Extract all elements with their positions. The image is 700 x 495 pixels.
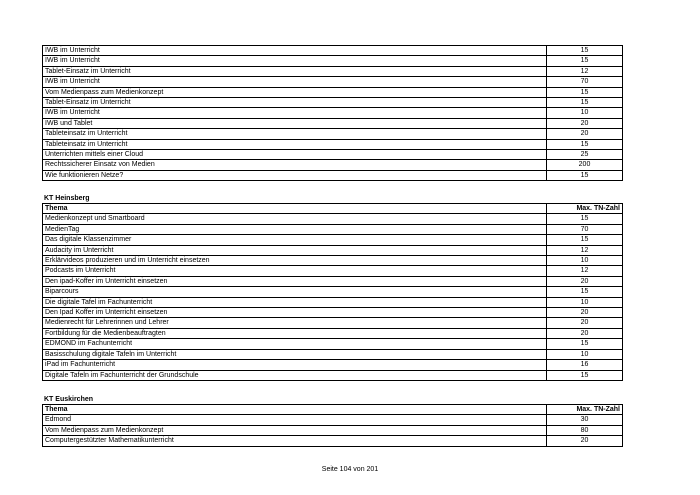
table-row bbox=[43, 77, 623, 87]
cell-max-tn: 15 bbox=[547, 139, 623, 149]
cell-max-tn: 15 bbox=[547, 87, 623, 97]
table-header-row bbox=[43, 405, 623, 415]
cell-max-tn: 70 bbox=[547, 77, 623, 87]
cell-thema: IWB und Tablet bbox=[43, 118, 547, 128]
table-row bbox=[43, 98, 623, 108]
table-row bbox=[43, 139, 623, 149]
cell-max-tn: 20 bbox=[547, 276, 623, 286]
table-row bbox=[43, 287, 623, 297]
table-header-row bbox=[43, 204, 623, 214]
table-euskirchen bbox=[42, 404, 623, 447]
cell-thema: iPad im Fachunterricht bbox=[43, 360, 547, 370]
table-row bbox=[43, 349, 623, 359]
table-row bbox=[43, 170, 623, 180]
cell-thema: Tablet-Einsatz im Unterricht bbox=[43, 66, 547, 76]
cell-thema: Edmond bbox=[43, 415, 547, 425]
table-heinsberg-body bbox=[43, 204, 623, 381]
table-row bbox=[43, 360, 623, 370]
table-row bbox=[43, 245, 623, 255]
cell-max-tn: 25 bbox=[547, 150, 623, 160]
table-row bbox=[43, 235, 623, 245]
cell-max-tn: 15 bbox=[547, 370, 623, 380]
table-row bbox=[43, 318, 623, 328]
table-row bbox=[43, 87, 623, 97]
cell-thema: Medienkonzept und Smartboard bbox=[43, 214, 547, 224]
cell-max-tn: 10 bbox=[547, 297, 623, 307]
cell-max-tn: 15 bbox=[547, 170, 623, 180]
cell-max-tn: 10 bbox=[547, 108, 623, 118]
cell-thema: Audacity im Unterricht bbox=[43, 245, 547, 255]
cell-thema: IWB im Unterricht bbox=[43, 46, 547, 56]
cell-max-tn: 20 bbox=[547, 118, 623, 128]
table-euskirchen-body bbox=[43, 405, 623, 447]
cell-thema: Erklärvideos produzieren und im Unterricht einsetzen bbox=[43, 256, 547, 266]
cell-max-tn: 15 bbox=[547, 46, 623, 56]
table-row bbox=[43, 308, 623, 318]
table-continued bbox=[42, 45, 623, 181]
cell-thema: Fortbildung für die Medienbeauftragten bbox=[43, 328, 547, 338]
cell-max-tn: 12 bbox=[547, 245, 623, 255]
cell-max-tn: 30 bbox=[547, 415, 623, 425]
table-row bbox=[43, 370, 623, 380]
cell-thema: Tableteinsatz im Unterricht bbox=[43, 129, 547, 139]
cell-max-tn: 80 bbox=[547, 425, 623, 435]
table-row bbox=[43, 160, 623, 170]
cell-max-tn: 70 bbox=[547, 224, 623, 234]
cell-max-tn: 15 bbox=[547, 235, 623, 245]
cell-max-tn: 15 bbox=[547, 339, 623, 349]
cell-thema: MedienTag bbox=[43, 224, 547, 234]
cell-max-tn: 15 bbox=[547, 56, 623, 66]
table-row bbox=[43, 46, 623, 56]
table-row bbox=[43, 150, 623, 160]
table-continued-body bbox=[43, 46, 623, 181]
cell-max-tn: 200 bbox=[547, 160, 623, 170]
cell-max-tn: 12 bbox=[547, 266, 623, 276]
cell-thema: Die digitale Tafel im Fachunterricht bbox=[43, 297, 547, 307]
table-row bbox=[43, 436, 623, 446]
table-row bbox=[43, 266, 623, 276]
section-title-euskirchen: KT Euskirchen bbox=[44, 396, 94, 403]
cell-thema: Wie funktionieren Netze? bbox=[43, 170, 547, 180]
table-row bbox=[43, 328, 623, 338]
cell-thema: Unterrichten mittels einer Cloud bbox=[43, 150, 547, 160]
table-row bbox=[43, 224, 623, 234]
cell-thema: Basisschulung digitale Tafeln im Unterricht bbox=[43, 349, 547, 359]
cell-thema: Vom Medienpass zum Medienkonzept bbox=[43, 425, 547, 435]
cell-thema: IWB im Unterricht bbox=[43, 77, 547, 87]
cell-max-tn: 15 bbox=[547, 214, 623, 224]
table-row bbox=[43, 425, 623, 435]
cell-thema: Podcasts im Unterricht bbox=[43, 266, 547, 276]
section-title-heinsberg: KT Heinsberg bbox=[44, 195, 90, 202]
cell-thema: Tableteinsatz im Unterricht bbox=[43, 139, 547, 149]
cell-thema: Tablet-Einsatz im Unterricht bbox=[43, 98, 547, 108]
cell-thema: EDMOND im Fachunterricht bbox=[43, 339, 547, 349]
table-row bbox=[43, 118, 623, 128]
cell-max-tn: 20 bbox=[547, 308, 623, 318]
header-max: Max. TN-Zahl bbox=[547, 405, 623, 415]
header-thema: Thema bbox=[43, 204, 547, 214]
table-row bbox=[43, 129, 623, 139]
cell-thema: Vom Medienpass zum Medienkonzept bbox=[43, 87, 547, 97]
cell-max-tn: 10 bbox=[547, 349, 623, 359]
cell-thema: IWB im Unterricht bbox=[43, 108, 547, 118]
cell-max-tn: 20 bbox=[547, 328, 623, 338]
cell-thema: Computergestützter Mathematikunterricht bbox=[43, 436, 547, 446]
cell-max-tn: 20 bbox=[547, 318, 623, 328]
table-row bbox=[43, 256, 623, 266]
cell-thema: Das digitale Klassenzimmer bbox=[43, 235, 547, 245]
cell-max-tn: 16 bbox=[547, 360, 623, 370]
table-row bbox=[43, 415, 623, 425]
cell-thema: Den ipad-Koffer im Unterricht einsetzen bbox=[43, 276, 547, 286]
cell-max-tn: 12 bbox=[547, 66, 623, 76]
table-row bbox=[43, 339, 623, 349]
table-row bbox=[43, 214, 623, 224]
cell-thema: Biparcours bbox=[43, 287, 547, 297]
page-footer: Seite 104 von 201 bbox=[321, 466, 379, 473]
cell-thema: IWB im Unterricht bbox=[43, 56, 547, 66]
table-row bbox=[43, 108, 623, 118]
cell-max-tn: 10 bbox=[547, 256, 623, 266]
cell-max-tn: 15 bbox=[547, 287, 623, 297]
table-row bbox=[43, 66, 623, 76]
table-row bbox=[43, 276, 623, 286]
table-row bbox=[43, 297, 623, 307]
header-thema: Thema bbox=[43, 405, 547, 415]
cell-max-tn: 15 bbox=[547, 98, 623, 108]
cell-thema: Medienrecht für Lehrerinnen und Lehrer bbox=[43, 318, 547, 328]
cell-max-tn: 20 bbox=[547, 436, 623, 446]
table-heinsberg bbox=[42, 203, 623, 381]
header-max: Max. TN-Zahl bbox=[547, 204, 623, 214]
cell-thema: Rechtssicherer Einsatz von Medien bbox=[43, 160, 547, 170]
cell-max-tn: 20 bbox=[547, 129, 623, 139]
table-row bbox=[43, 56, 623, 66]
cell-thema: Digitale Tafeln im Fachunterricht der Grundschule bbox=[43, 370, 547, 380]
cell-thema: Den Ipad Koffer im Unterricht einsetzen bbox=[43, 308, 547, 318]
